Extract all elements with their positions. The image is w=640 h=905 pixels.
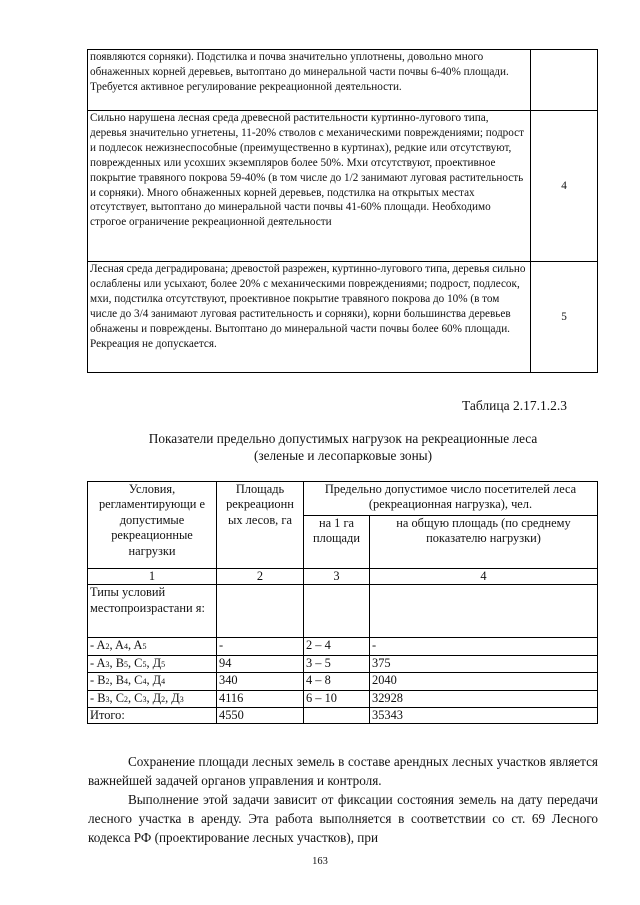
group-label: Типы условий местопроизрастани я: [88,585,217,638]
table-row [88,111,598,262]
body-paragraph: Сохранение площади лесных земель в составе арендных лесных участков является важнейшей задачей органов управления и контроля. [88,754,598,788]
total-row [88,708,598,724]
body-paragraph: Выполнение этой задачи зависит от фиксации состояния земель на дату передачи лесного участка в аренду. Эта работа выполняется в соответствии со ст. 69 Лесного кодекса РФ (проектирование лесных участков), при [88,792,598,845]
area-cell: 4116 [217,690,304,707]
condition-types: B2, B4, C4, Д4 [97,673,166,688]
per-ha-cell: 2 – 4 [304,638,370,655]
stage-number [531,50,598,111]
table-row [88,638,598,655]
group-row [88,585,598,638]
per-ha-cell: 4 – 8 [304,673,370,690]
stage-description: Лесная среда деградирована; древостой разрежен, куртинно-лугового типа, деревья сильно ослаблены или усыхают, более 20% с механическими повреждениями; подрост, подлесок, мхи, подстилка отсутствуют, проективное покрытие травяного покрова до 10% (в том числе до 3/4 занимают луговая растительность и сорняки), корни большинства деревьев обнажены и повреждены. Вытоптано до минеральной части почвы более 60% площади. Рекреация не допускается. [88,262,531,373]
total-area: 4550 [217,708,304,724]
table-row [88,262,598,373]
area-cell: 94 [217,655,304,672]
stage-description: появляются сорняки). Подстилка и почва значительно уплотнены, довольно много обнаженных корней деревьев, вытоптано до минеральной части почвы 6-40% площади. Требуется активное регулирование рекреационной деятельности. [88,50,531,111]
total-cell: 2040 [370,673,598,690]
table-row [88,50,598,111]
table-number: Таблица 2.17.1.2.3 [462,398,567,413]
header-total: на общую площадь (по среднему показателю нагрузки) [370,516,598,569]
column-number: 2 [217,569,304,585]
column-number: 1 [88,569,217,585]
total-label: Итого: [88,708,217,724]
degradation-stages-table [87,49,598,373]
column-number: 4 [370,569,598,585]
page-number: 163 [312,856,328,867]
condition-types: A2, A4, A5 [96,638,147,653]
stage-number: 4 [531,111,598,262]
column-numbers-row [88,569,598,585]
condition-types: B3, C2, C3, Д2, Д3 [97,690,184,705]
header-per-ha: на 1 га площади [304,516,370,569]
stage-description: Сильно нарушена лесная среда древесной растительности куртинно-лугового типа, деревья значительно угнетены, 11-20% стволов с механическими повреждениями; подрост и подлесок нежизнеспособные (преимущественно в куртинах), редкие или отсутствуют, поврежденных или усохших экземпляров более 50%. Мхи отсутствуют, проективное покрытие травяного покрова 59-40% (в том числе до 1/2 занимают луговая растительность и сорняки). Много обнаженных корней деревьев, подстилка на открытых местах отсутствует, вытоптано до минеральной части почвы 41-60% площади. Необходимо строгое ограничение рекреационной деятельности [88,111,531,262]
header-area: Площадь рекреационн ых лесов, га [217,482,304,569]
area-cell: 340 [217,673,304,690]
table-row [88,673,598,690]
condition-cell: - A3, B5, C5, Д5 [88,655,217,672]
condition-cell: - B3, C2, C3, Д2, Д3 [88,690,217,707]
table-title [88,430,598,464]
total-cell: - [370,638,598,655]
per-ha-cell: 6 – 10 [304,690,370,707]
table-row [88,690,598,707]
total-cell: 32928 [370,690,598,707]
stage-number: 5 [531,262,598,373]
table-title-line: Показатели предельно допустимых нагрузок на рекреационные леса [148,431,538,446]
condition-types: A3, B5, C5, Д5 [96,655,166,670]
load-limits-table [87,481,598,724]
table-row [88,655,598,672]
total-visitors: 35343 [370,708,598,724]
condition-cell: - A2, A4, A5 [88,638,217,655]
table-title-line: (зеленые и лесопарковые зоны) [253,448,433,463]
column-number: 3 [304,569,370,585]
area-cell: - [217,638,304,655]
header-limit: Предельно допустимое число посетителей леса (рекреационная нагрузка), чел. [304,482,598,516]
condition-cell: - B2, B4, C4, Д4 [88,673,217,690]
header-conditions: Условия, регламентирующи е допустимые рекреационные нагрузки [88,482,217,569]
total-cell: 375 [370,655,598,672]
per-ha-cell: 3 – 5 [304,655,370,672]
